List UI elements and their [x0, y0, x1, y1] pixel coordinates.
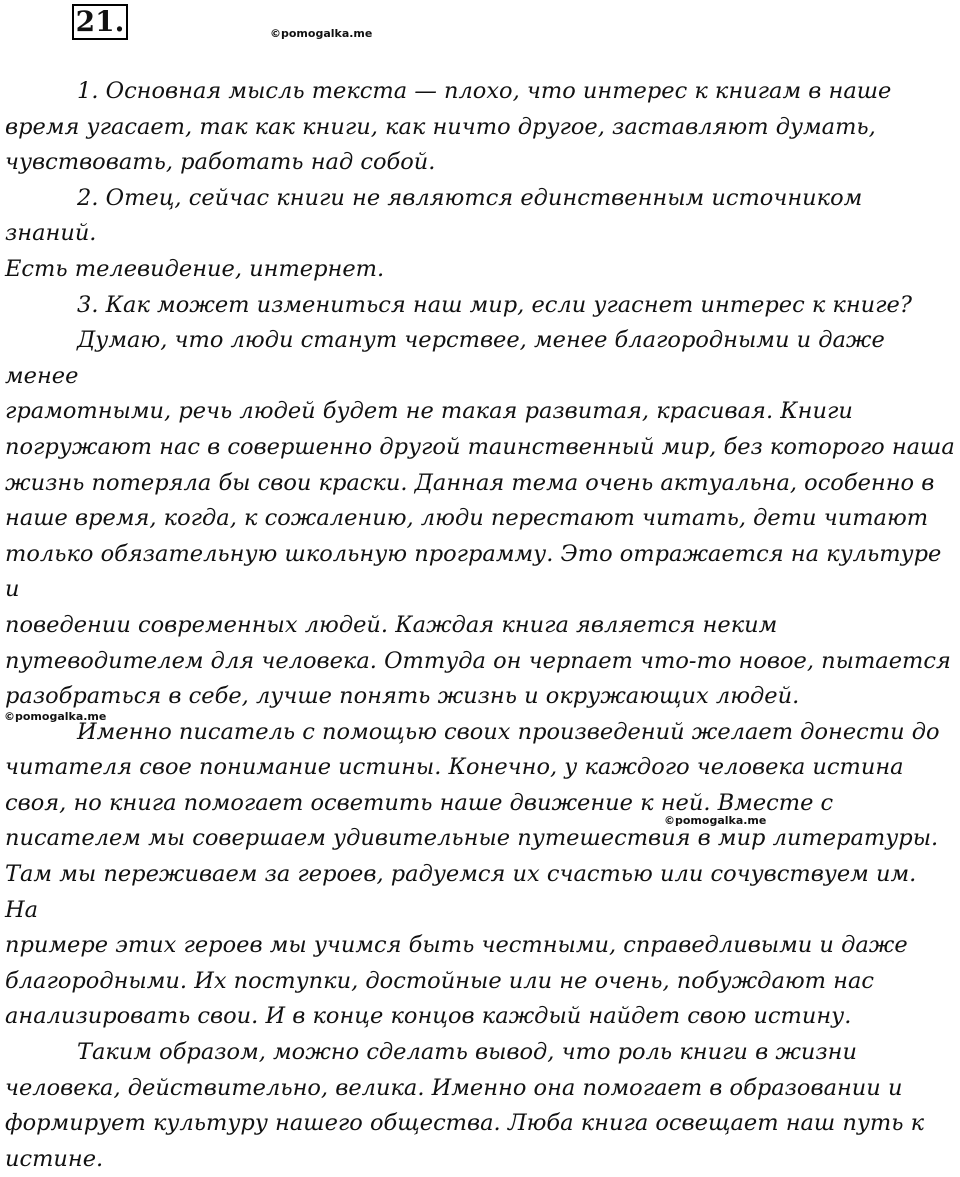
paragraph-2: 2. Отец, сейчас книги не являются единственным источником знаний. Есть телевидение, интернет.: [5, 184, 863, 282]
paragraph-6: Таким образом, можно сделать вывод, что роль книги в жизни человека, действительно, велика. Именно она помогает в образовании и формирует культуру нашего общества. Люба книга освещает наш путь к истине.: [5, 1039, 925, 1172]
paragraph-4: Думаю, что люди станут черствее, менее благородными и даже менее грамотными, речь людей будет не такая развитая, красивая. Книги погружают нас в совершенно другой таинственный мир, без которого наша жизнь потеряла бы свои краски. Данная тема очень актуальна, особенно в наше время, когда, к сожалению, люди перестают читать, дети читают только обязательную школьную программу. Это отражается на культуре и поведении современных людей. Каждая книга является неким путеводителем для человека. Оттуда он черпает что-то новое, пытается разобраться в себе, лучше понять жизнь и окружающих людей.: [5, 327, 955, 710]
answer-text: [5, 74, 955, 1177]
watermark-top: ©pomogalka.me: [270, 27, 373, 40]
watermark-right: ©pomogalka.me: [664, 814, 767, 827]
watermark-middle: ©pomogalka.me: [4, 710, 107, 723]
task-number: 21.: [72, 4, 128, 40]
paragraph-3: 3. Как может измениться наш мир, если угаснет интерес к книге?: [77, 291, 912, 318]
paragraph-1: 1. Основная мысль текста — плохо, что интерес к книгам в наше время угасает, так как книги, как ничто другое, заставляют думать, чувствовать, работать над собой.: [5, 78, 892, 176]
paragraph-5: Именно писатель с помощью своих произведений желает донести до читателя свое понимание истины. Конечно, у каждого человека истина своя, но книга помогает осветить наше движение к ней. Вместе с писателем мы совершаем удивительные путешествия в мир литературы. Там мы переживаем за героев, радуемся их счастью или сочувствуем им. На примере этих героев мы учимся быть честными, справедливыми и даже благородными. Их поступки, достойные или не очень, побуждают нас анализировать свои. И в конце концов каждый найдет свою истину.: [5, 718, 940, 1030]
